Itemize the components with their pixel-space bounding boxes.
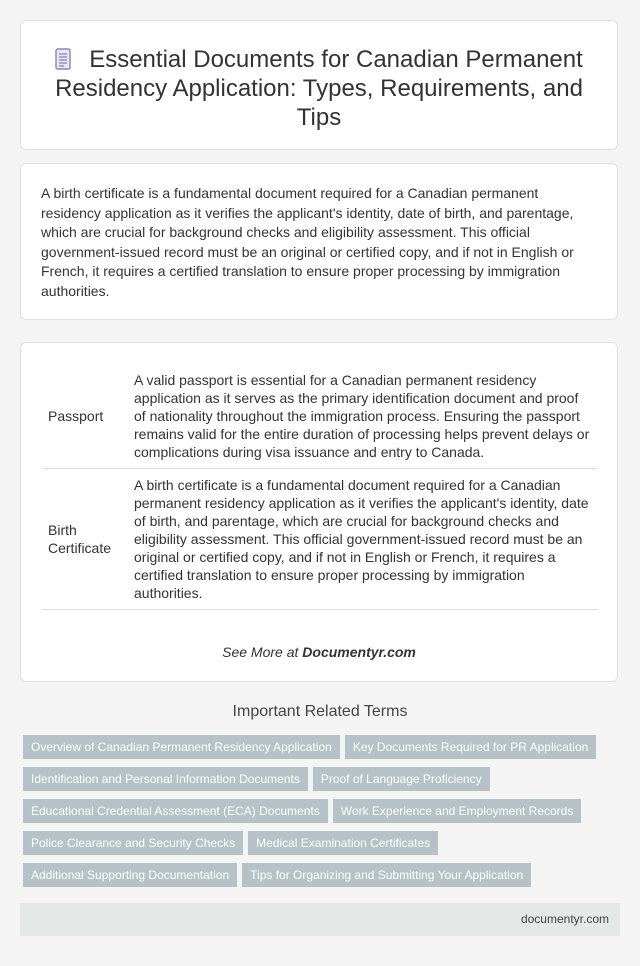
see-more-site[interactable]: Documentyr.com [302,644,416,660]
footer [20,903,620,936]
related-term-tag[interactable]: Identification and Personal Information Documents [23,767,308,791]
document-name: Passport [42,364,126,469]
related-term-tag[interactable]: Key Documents Required for PR Application [345,735,596,759]
tag-row [23,863,603,895]
table-row [42,469,598,610]
related-term-tag[interactable]: Tips for Organizing and Submitting Your Application [242,863,531,887]
related-terms-title: Important Related Terms [232,703,408,720]
page-title-text: Essential Documents for Canadian Permanent Residency Application: Types, Requirements, and Tips [55,46,583,131]
title-card [20,20,618,150]
table-row [42,364,598,469]
page-title [21,21,617,132]
tag-row [23,767,603,799]
related-term-tag[interactable]: Additional Supporting Documentation [23,863,237,887]
related-term-tag[interactable]: Work Experience and Employment Records [333,799,582,823]
document-description: A valid passport is essential for a Canadian permanent residency application as it serves as the primary identification document and proof of nationality throughout the immigration process. Ensuring the passport remains valid for the entire duration of processing helps prevent delays or complications during visa issuance and entry to Canada. [126,364,598,469]
documents-table [42,364,598,610]
related-terms-list [23,735,603,895]
intro-text: A birth certificate is a fundamental document required for a Canadian permanent residency application as it verifies the applicant's identity, date of birth, and parentage, which are crucial for background checks and eligibility assessment. This official government-issued record must be an original or certified copy, and if not in English or French, it requires a certified translation to ensure proper processing by immigration authorities. [41,185,574,299]
document-description: A birth certificate is a fundamental document required for a Canadian permanent residency application as it verifies the applicant's identity, date of birth, and parentage, which are crucial for background checks and eligibility assessment. This official government-issued record must be an original or certified copy, and if not in English or French, it requires a certified translation to ensure proper processing by immigration authorities. [126,469,598,610]
document-name: Birth Certificate [42,469,126,610]
tag-row [23,831,603,863]
tag-row [23,799,603,831]
documents-card [20,342,618,682]
intro-card [20,163,618,320]
footer-site-link[interactable]: documentyr.com [520,912,609,926]
see-more-link[interactable] [21,644,617,660]
related-term-tag[interactable]: Overview of Canadian Permanent Residency Application [23,735,340,759]
related-term-tag[interactable]: Medical Examination Certificates [248,831,438,855]
related-term-tag[interactable]: Educational Credential Assessment (ECA) Documents [23,799,328,823]
see-more-prefix: See More at [222,644,303,660]
tag-row [23,735,603,767]
related-term-tag[interactable]: Proof of Language Proficiency [313,767,490,791]
related-term-tag[interactable]: Police Clearance and Security Checks [23,831,243,855]
document-icon [55,48,71,70]
